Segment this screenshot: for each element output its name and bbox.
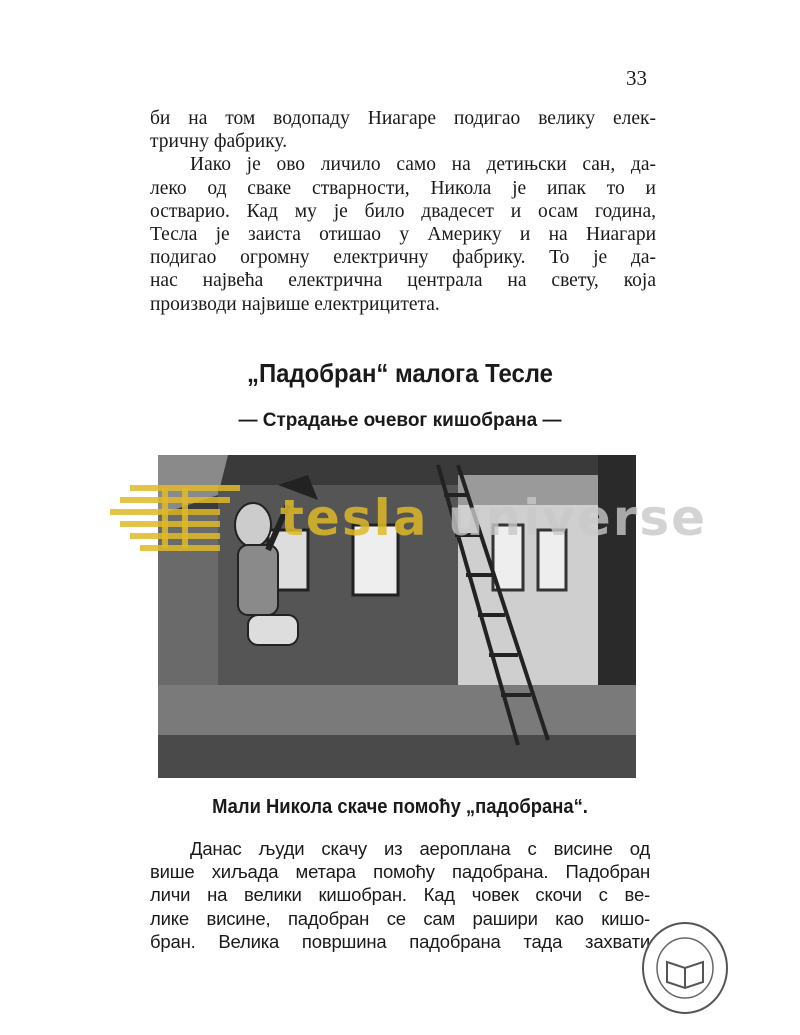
watermark xyxy=(90,478,720,558)
text-line: личи на велики кишобран. Кад човек скочи с ве- xyxy=(150,884,650,906)
section-title: „Падобран“ малога Тесле xyxy=(247,358,553,388)
text-line: би на том водопаду Ниагаре подигао велику елек- xyxy=(150,108,656,129)
text-line: производи највише електрицитета. xyxy=(150,293,440,315)
text-line: више хиљада метара помоћу падобрана. Падобран xyxy=(150,861,650,883)
paragraph-1 xyxy=(150,107,656,316)
text-line: лике висине, падобран се сам рашири као кишо- xyxy=(150,907,650,929)
text-line: Иако је ово личило само на детињски сан, да- xyxy=(190,154,656,176)
tesla-universe-logo-icon xyxy=(90,478,260,558)
paragraph-2 xyxy=(150,837,650,953)
text-line: остварио. Кад му је било двадесет и осам година, xyxy=(150,200,656,222)
watermark-text-universe: universe xyxy=(447,489,708,547)
section-subtitle: — Страдање очевог кишобрана — xyxy=(238,410,562,431)
text-line: Тесла је заиста отишао у Америку и на Ниагари xyxy=(150,224,656,246)
text-line: подигао огромну електричну фабрику. То је да- xyxy=(150,247,656,269)
illustration-caption: Мали Никола скаче помоћу „падобрана“. xyxy=(212,796,588,818)
page-number: 33 xyxy=(626,66,647,90)
library-stamp-icon xyxy=(640,920,730,1015)
text-line: леко од сваке стварности, Никола је ипак то и xyxy=(150,177,656,199)
text-line: нас највећа електрична централа на свету, која xyxy=(150,270,656,292)
watermark-text-tesla: tesla xyxy=(280,489,429,547)
text-line: Данас људи скачу из аероплана с висине од xyxy=(190,838,650,859)
text-line: тричну фабрику. xyxy=(150,131,288,153)
text-line: бран. Велика површина падобрана тада захвати xyxy=(150,930,650,952)
